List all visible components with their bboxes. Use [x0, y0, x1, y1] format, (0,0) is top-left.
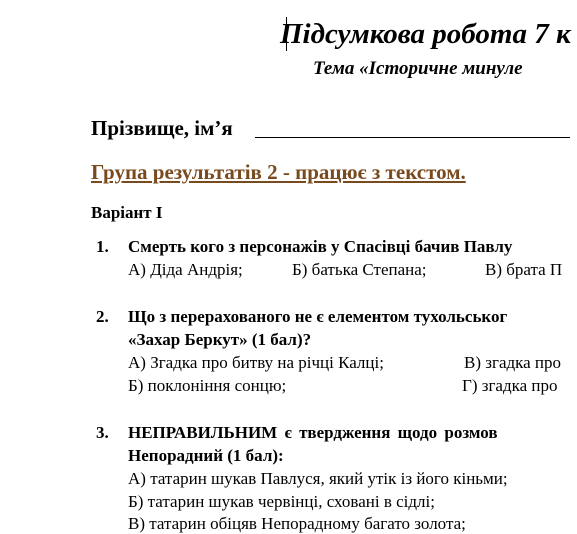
- question-3-text-line-2: Непорадний (1 бал):: [128, 446, 284, 465]
- question-1-answer-b: Б) батька Степана;: [292, 260, 427, 279]
- question-3-answer-c: В) татарин обіцяв Непорадному багато золота;: [128, 514, 466, 533]
- question-3-number: 3.: [96, 423, 109, 442]
- document-title: Підсумкова робота 7 к: [280, 18, 571, 50]
- question-2-answer-c: В) згадка про: [464, 353, 562, 372]
- question-2-answer-a: А) Згадка про битву на річці Калці;: [128, 353, 384, 372]
- question-2-text-line-2: «Захар Беркут» (1 бал)?: [128, 330, 312, 349]
- document-subtitle: Тема «Історичне минуле: [313, 58, 523, 79]
- question-3-answer-a: А) татарин шукав Павлуся, який утік із його кіньми;: [128, 469, 508, 488]
- group-heading: Група результатів 2 - працює з текстом.: [91, 160, 466, 184]
- question-2-answer-b: Б) поклоніння сонцю;: [128, 376, 287, 395]
- question-1-answer-a: А) Діда Андрія;: [128, 260, 243, 279]
- question-2-text-line-1: Що з перерахованого не є елементом тухольськог: [128, 307, 508, 326]
- student-name-blank: [255, 137, 570, 138]
- question-1-answer-c: В) брата П: [485, 260, 563, 279]
- question-3-text-line-1: НЕПРАВИЛЬНИМ є твердження щодо розмов: [128, 423, 498, 442]
- question-2-answer-d: Г) згадка про: [462, 376, 558, 395]
- student-name-label: Прізвище, ім’я: [91, 116, 233, 140]
- question-2-number: 2.: [96, 307, 109, 326]
- question-1-text: Смерть кого з персонажів у Спасівці бачив Павлу: [128, 237, 513, 256]
- question-3-answer-b: Б) татарин шукав червінці, сховані в сідлі;: [128, 492, 435, 511]
- variant-label: Варіант I: [91, 203, 163, 222]
- question-1-number: 1.: [96, 237, 109, 256]
